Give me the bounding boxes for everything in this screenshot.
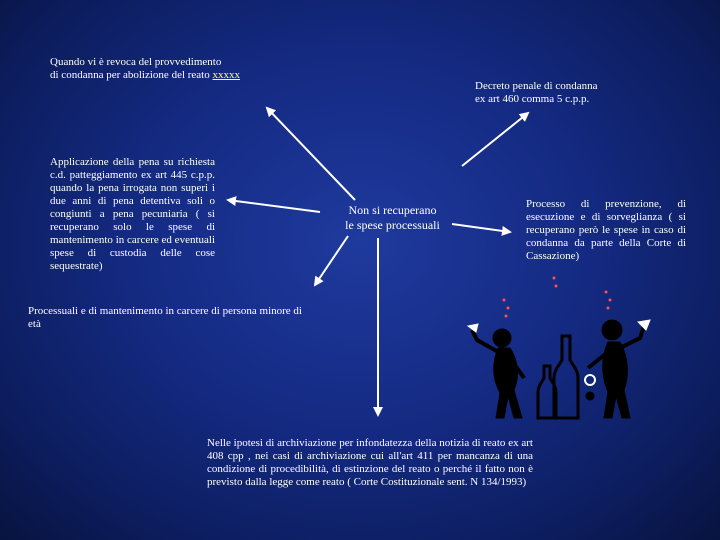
text-decreto-penale [475, 80, 645, 106]
arrow-to-left [228, 200, 320, 212]
text-revoca-line1: Quando vi è revoca del provvedimento [50, 56, 222, 68]
text-patteggiamento: Applicazione della pena su richiesta c.d. patteggiamento ex art 445 c.p.p. quando la pena irrogata non superi i due anni di pena detentiva soli o congiunti a pena pecuniaria ( si recuperano solo le spese di mantenimento in carcere ed eventuali spese di custodia delle cose sequestrate) [50, 156, 215, 272]
text-minore-line1: Processuali e di mantenimento in carcere di persona minore di [28, 305, 302, 317]
text-revoca-provvedimento [50, 56, 282, 82]
arrow-to-middle-left [315, 236, 348, 285]
center-label-line1: Non si recuperano [348, 203, 437, 217]
center-label [330, 203, 455, 233]
arrow-to-top-left [267, 108, 355, 200]
arrow-to-top-right [462, 113, 528, 166]
center-label-line2: le spese processuali [345, 218, 440, 232]
text-decreto-line2: ex art 460 comma 5 c.p.p. [475, 93, 590, 105]
text-minore-line2: età [28, 318, 41, 330]
arrow-to-right [452, 224, 510, 232]
text-revoca-line2 [50, 69, 282, 82]
text-processo-prevenzione: Processo di prevenzione, di esecuzione e di sorveglianza ( si recuperano però le spese in caso di condanna da parte della Corte di Cassazione) [526, 198, 686, 262]
text-minore-eta [28, 305, 368, 331]
highlighted-reato: xxxxx [212, 69, 240, 81]
text-archiviazione: Nelle ipotesi di archiviazione per infondatezza della notizia di reato ex art 408 cpp , nei casi di archiviazione cui all'art 411 per mancanza di una condizione di procedibilità, di estinzione del reato o perché il fatto non è previsto dalla legge come reato ( Corte Costituzionale sent. N 134/1993) [207, 437, 533, 488]
toasting-figures-icon [462, 268, 652, 428]
text-revoca-line2-prefix: di condanna per abolizione del reato [50, 69, 213, 81]
text-decreto-line1: Decreto penale di condanna [475, 80, 598, 92]
